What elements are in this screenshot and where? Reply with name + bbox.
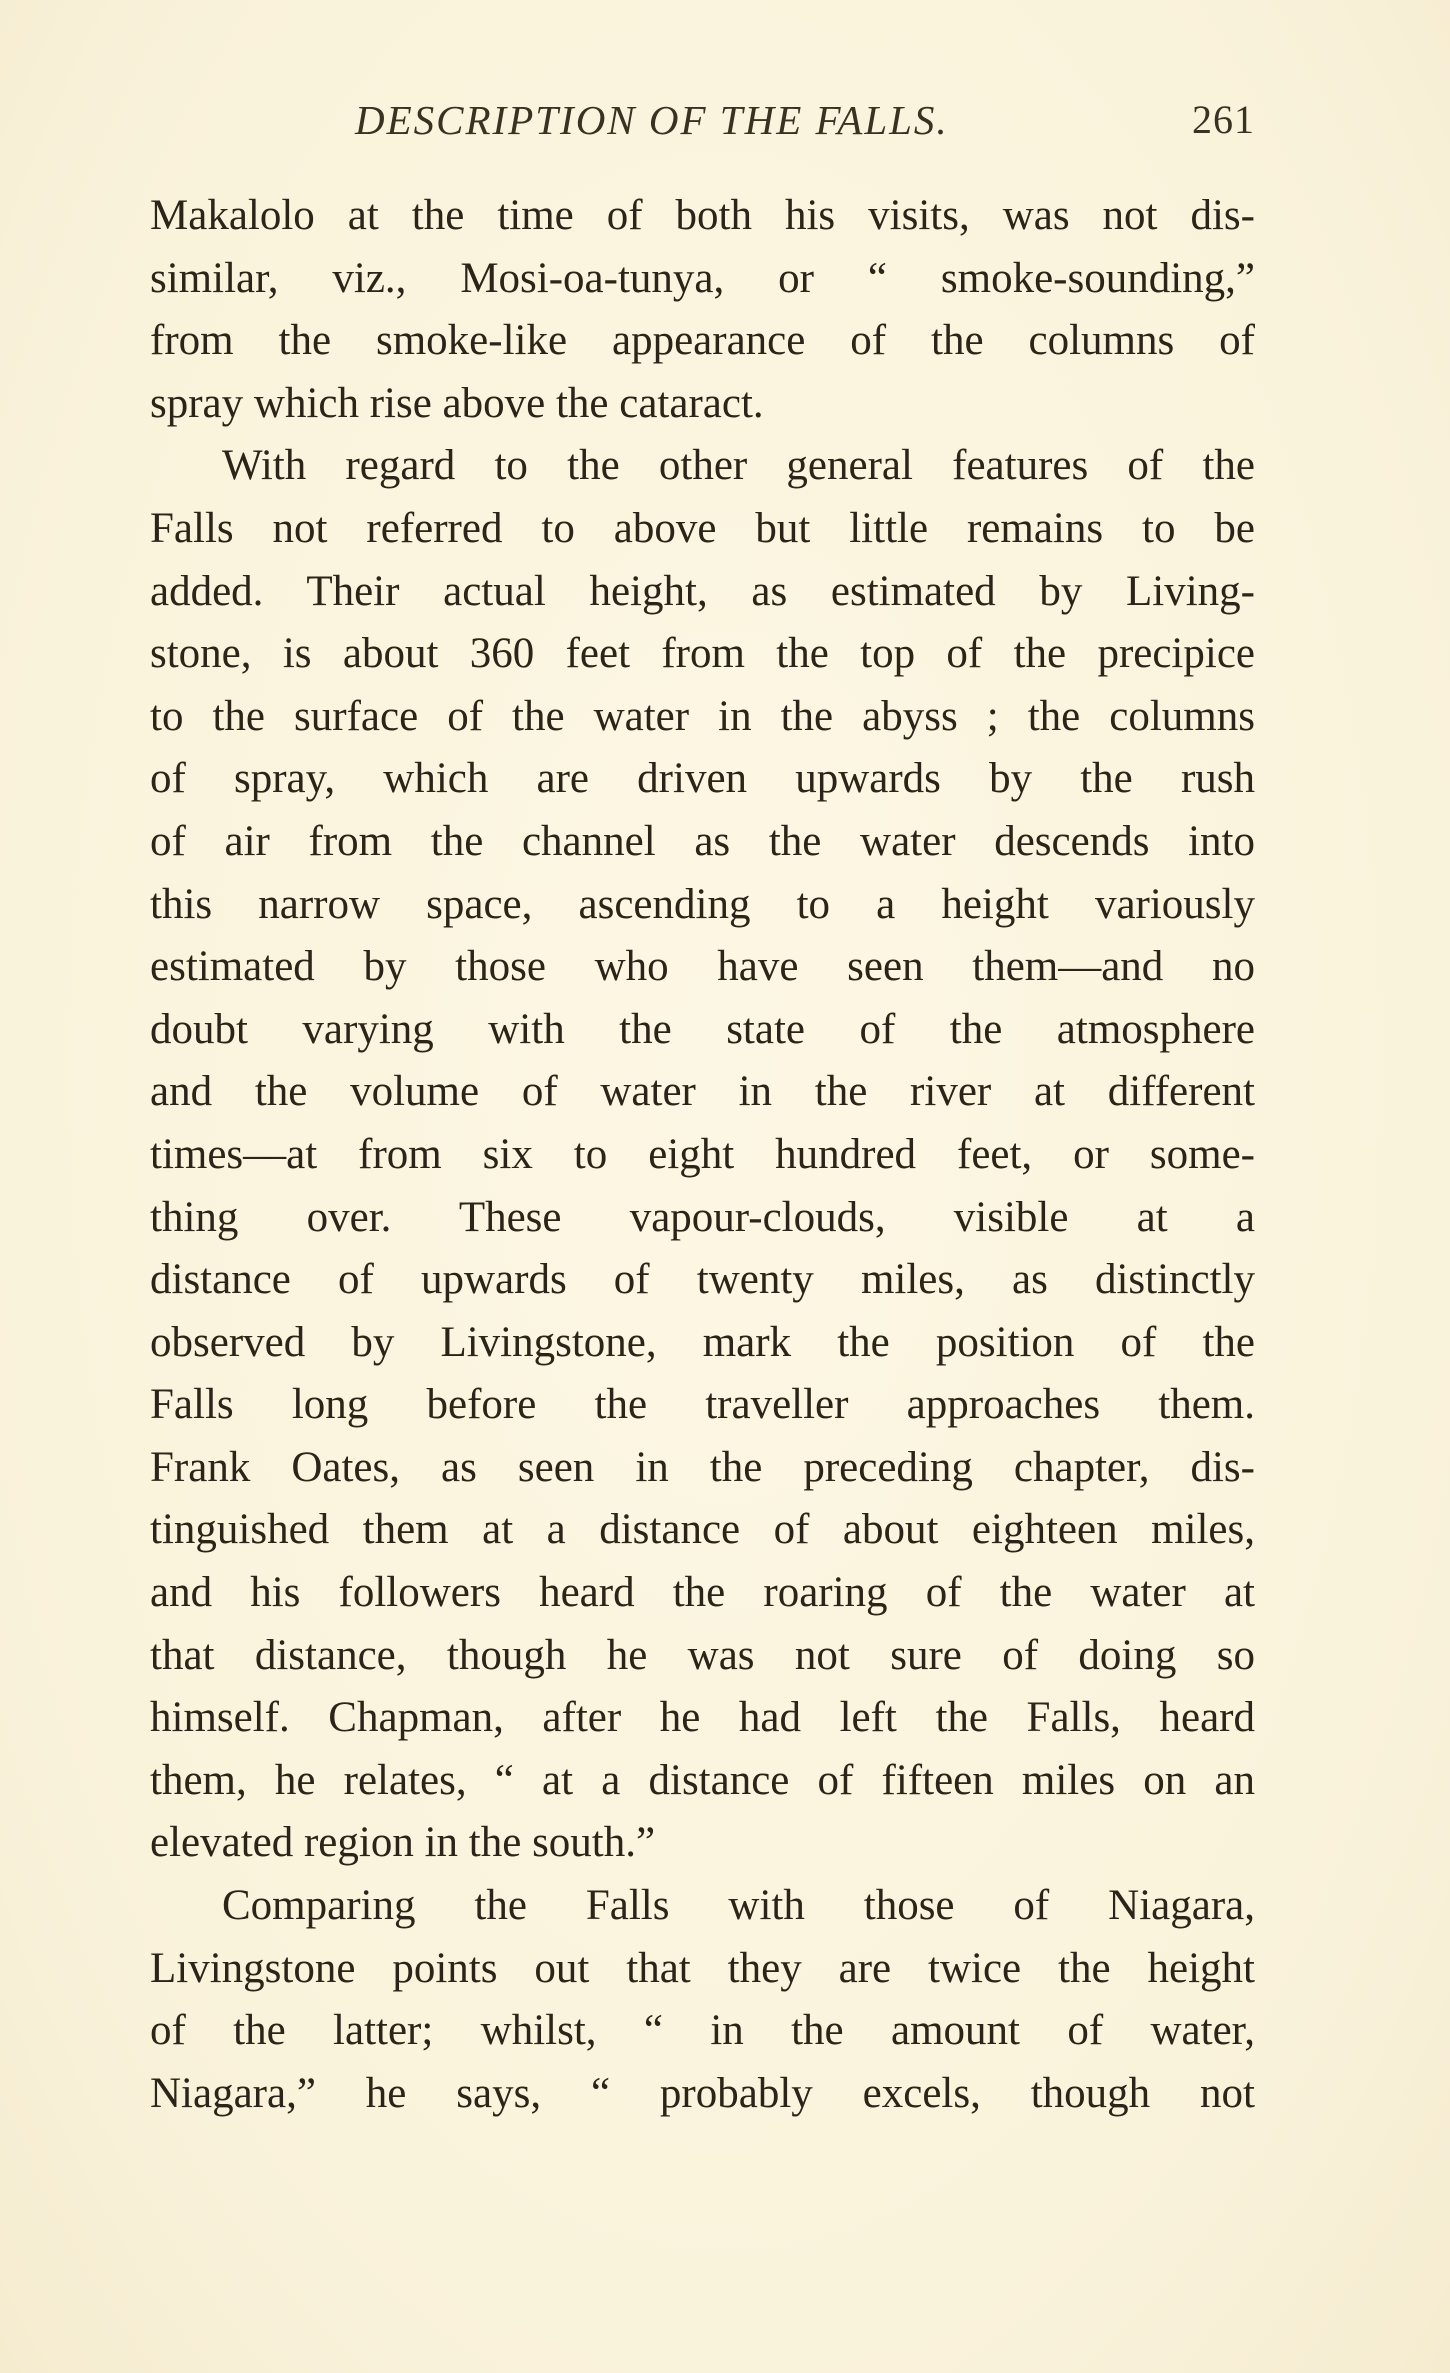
text-line: them, he relates, “ at a distance of fifteen miles on an [150, 1756, 1255, 1804]
text-line: similar, viz., Mosi-oa-tunya, or “ smoke-sounding,” [150, 254, 1255, 302]
text-line: Makalolo at the time of both his visits, was not dis- [150, 192, 1255, 239]
text-line: estimated by those who have seen them—and no [150, 943, 1255, 991]
text-line: this narrow space, ascending to a height variously [150, 880, 1255, 928]
text-line: stone, is about 360 feet from the top of the precipice [150, 630, 1255, 678]
text-line: Frank Oates, as seen in the preceding chapter, dis- [150, 1443, 1255, 1491]
text-line: to the surface of the water in the abyss ; the columns [150, 692, 1255, 740]
text-line: Falls not referred to above but little remains to be [150, 504, 1255, 552]
text-line: elevated region in the south.” [150, 1819, 656, 1867]
text-line: observed by Livingstone, mark the position of the [150, 1318, 1255, 1366]
text-line: Comparing the Falls with those of Niagara, [222, 1882, 1255, 1930]
text-line: thing over. These vapour-clouds, visible at a [150, 1193, 1255, 1241]
text-line: and the volume of water in the river at different [150, 1068, 1255, 1116]
page-number: 261 [1192, 97, 1255, 142]
running-head [150, 96, 1255, 156]
text-line: Falls long before the traveller approaches them. [150, 1381, 1255, 1429]
text-line: that distance, though he was not sure of doing so [150, 1631, 1255, 1679]
text-line: times—at from six to eight hundred feet, or some- [150, 1130, 1255, 1178]
text-line: of the latter; whilst, “ in the amount of water, [150, 2007, 1255, 2055]
text-line: Niagara,” he says, “ probably excels, though not [150, 2069, 1255, 2117]
text-line: Livingstone points out that they are twice the height [150, 1944, 1255, 1992]
text-line: of spray, which are driven upwards by the rush [150, 755, 1255, 803]
text-line: distance of upwards of twenty miles, as distinctly [150, 1256, 1255, 1304]
text-line: doubt varying with the state of the atmosphere [150, 1005, 1255, 1053]
text-line: himself. Chapman, after he had left the Falls, heard [150, 1694, 1255, 1742]
text-line: of air from the channel as the water descends into [150, 817, 1255, 865]
running-title: DESCRIPTION OF THE FALLS. [355, 97, 949, 143]
body-text [150, 185, 1255, 2125]
text-line: tinguished them at a distance of about eighteen miles, [150, 1506, 1255, 1554]
text-line: and his followers heard the roaring of the water at [150, 1569, 1255, 1617]
text-line: from the smoke-like appearance of the columns of [150, 317, 1255, 365]
text-line: With regard to the other general features of the [222, 442, 1255, 490]
text-line: added. Their actual height, as estimated by Living- [150, 567, 1255, 615]
text-line: spray which rise above the cataract. [150, 379, 764, 427]
